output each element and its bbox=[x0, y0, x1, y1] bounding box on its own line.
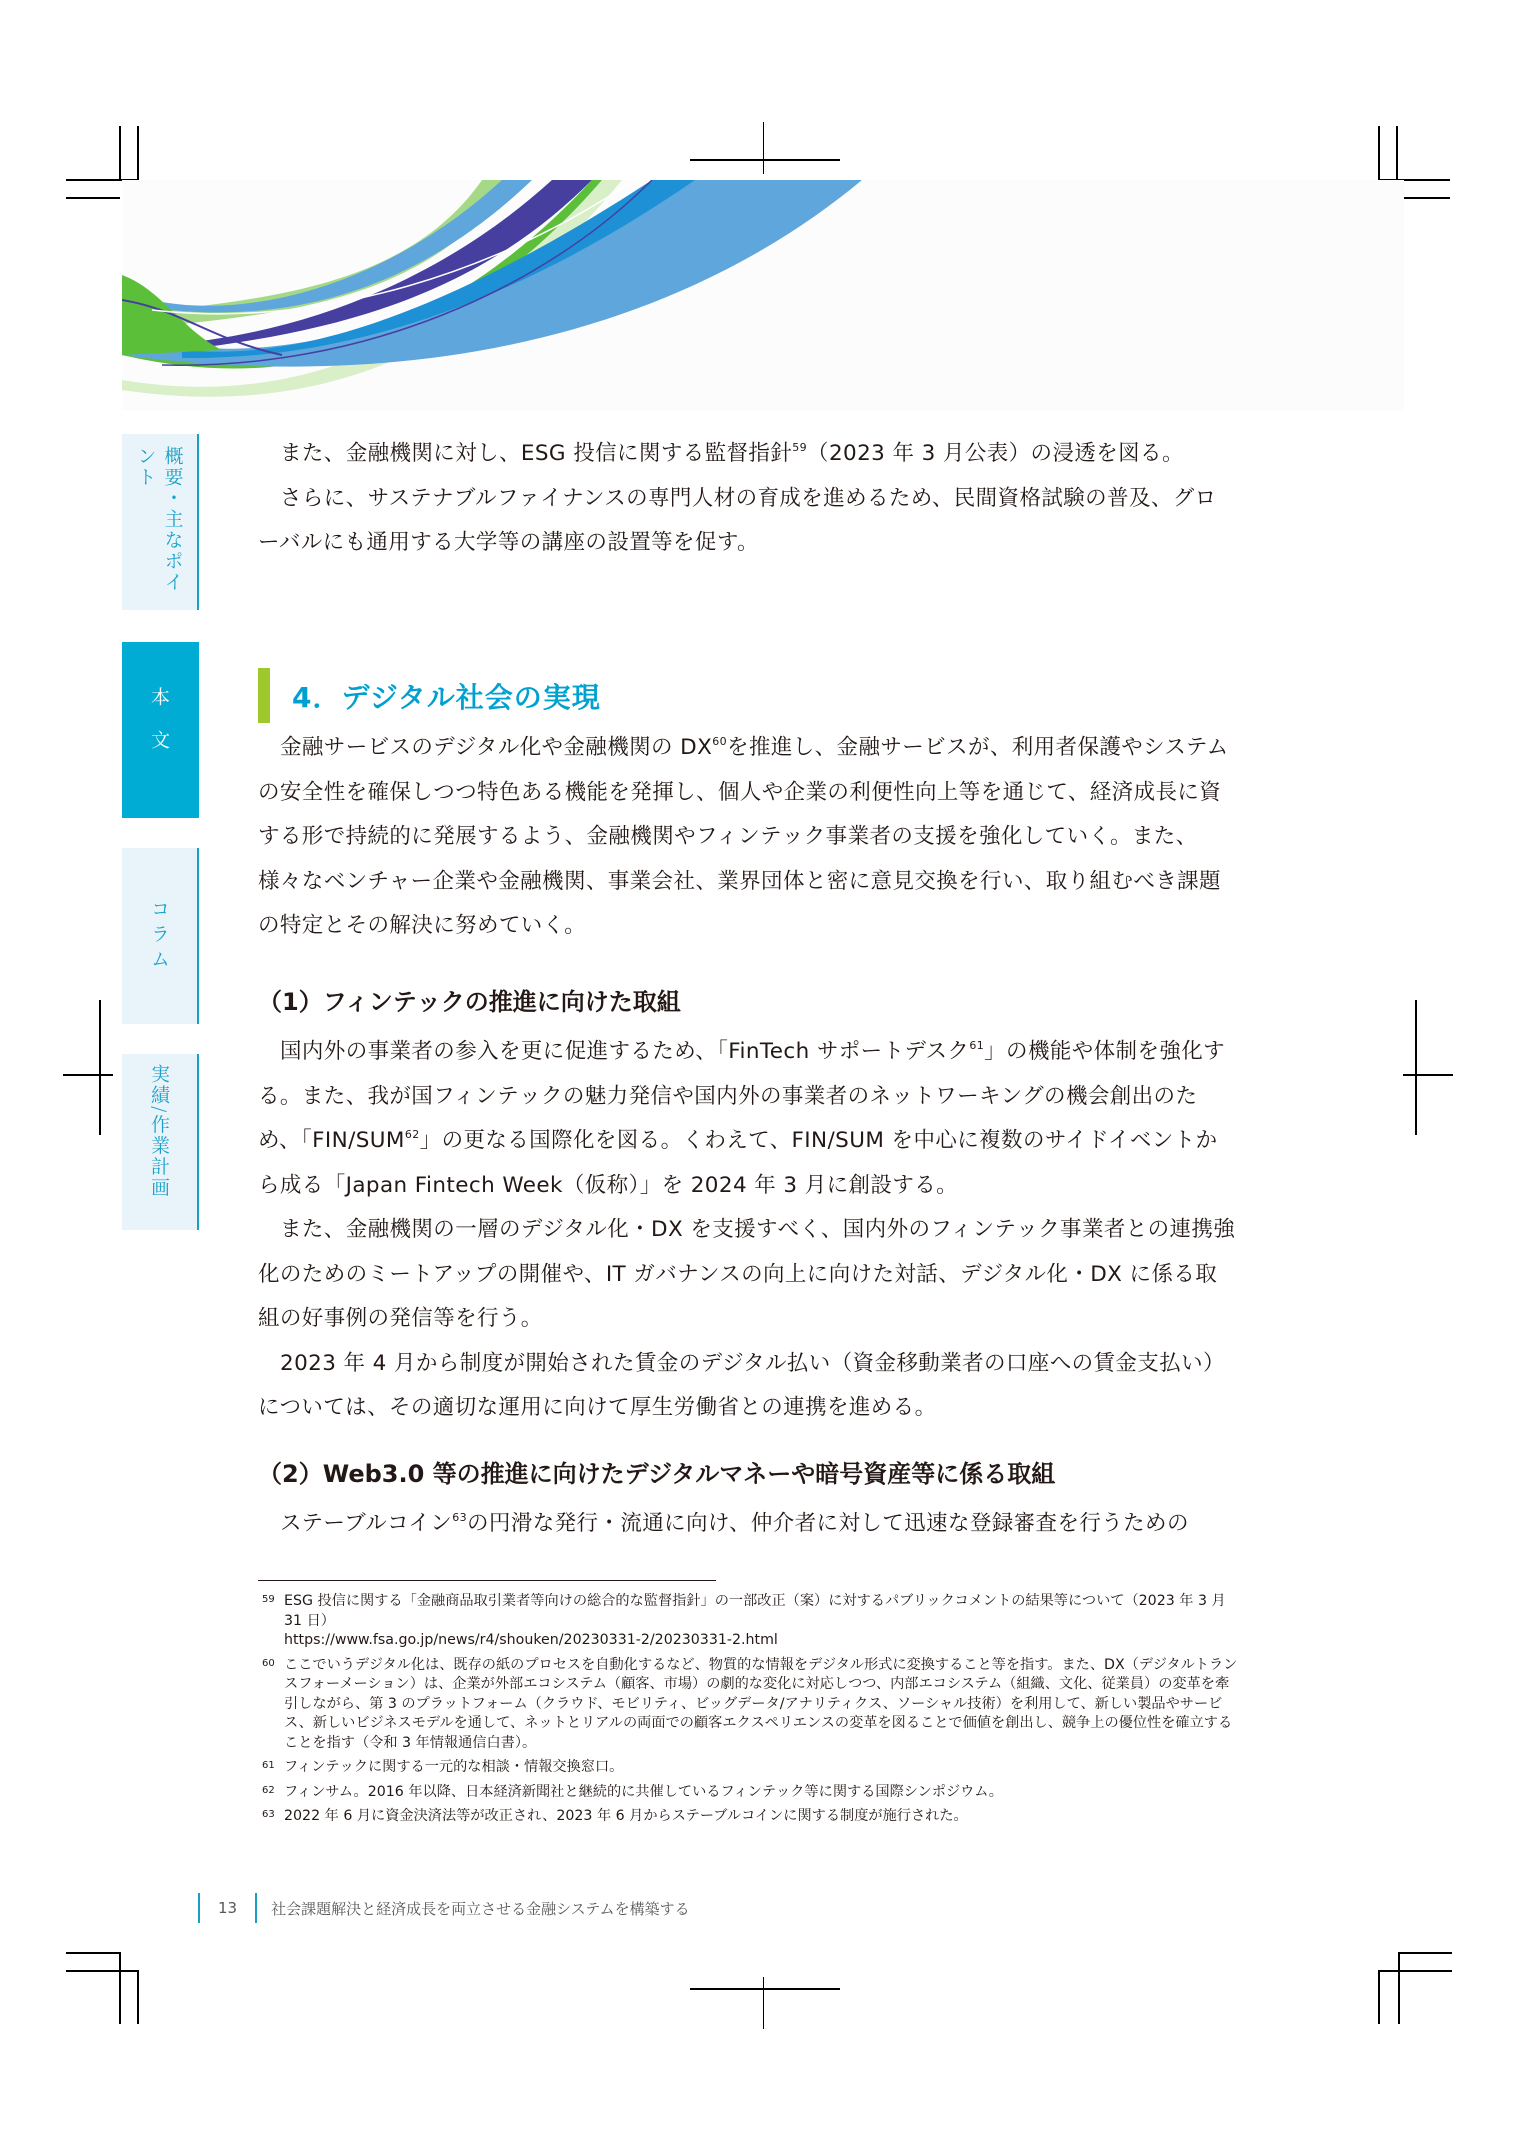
footnote-62: 62 フィンサム。2016 年以降、日本経済新聞社と継続的に共催しているフィンテック等に関する国際シンポジウム。 bbox=[262, 1783, 1242, 1803]
footnotes bbox=[262, 1592, 1242, 1832]
paragraph: ステーブルコイン$^{63}$の円滑な発行・流通に向け、仲介者に対して迅速な登録審査を行うための bbox=[280, 1511, 1189, 1536]
subsection-title: （2）Web3.0 等の推進に向けたデジタルマネーや暗号資産等に係る取組 bbox=[258, 1460, 1056, 1488]
footnote-number: 63 bbox=[262, 1809, 275, 1820]
section-title: 4．デジタル社会の実現 bbox=[292, 680, 601, 714]
crop-mark bbox=[119, 126, 121, 180]
crop-mark bbox=[690, 159, 840, 161]
intro-text bbox=[258, 432, 1238, 566]
footnote-ref[interactable]: 62 bbox=[404, 1128, 420, 1141]
footnote-61: 61 フィンテックに関する一元的な相談・情報交換窓口。 bbox=[262, 1758, 1242, 1778]
paragraph: 国内外の事業者の参入を更に促進するため、「FinTech サポートデスク$^{61}$」の機能や体制を強化する。また、我が国フィンテックの魅力発信や国内外の事業者のネットワーキングの機会創出のため、「FIN/SUM$^{62}$」の更なる国際化を図る。くわえて、FIN/SUM を中心に複数のサイドイベントから成る「Japan Fintech Week（仮称）」を 2024 年 3 月に創設する。 bbox=[258, 1039, 1226, 1198]
footnote-63: 63 2022 年 6 月に資金決済法等が改正され、2023 年 6 月からステーブルコインに関する制度が施行された。 bbox=[262, 1807, 1242, 1827]
sidebar-tab-results-plan[interactable] bbox=[122, 1054, 199, 1230]
footnote-divider bbox=[258, 1580, 716, 1581]
crop-mark bbox=[763, 1977, 764, 2029]
paragraph: また、金融機関に対し、ESG 投信に関する監督指針$^{59}$（2023 年 3 月公表）の浸透を図る。 bbox=[280, 441, 1184, 466]
paragraph: 2023 年 4 月から制度が開始された賃金のデジタル払い（資金移動業者の口座への賃金支払い）については、その適切な運用に向けて厚生労働省との連携を進める。 bbox=[258, 1350, 1225, 1420]
footnote-59: 59 ESG 投信に関する「金融商品取引業者等向けの総合的な監督指針」の一部改正（案）に対するパブリックコメントの結果等について（2023 年 3 月 31 日） https://www.fsa.go.jp/news/r4/shouken/20230331-2/20230331-2.html bbox=[262, 1592, 1242, 1651]
crop-mark bbox=[137, 1970, 139, 2024]
page-number: 13 bbox=[218, 1899, 238, 1917]
ribbon-wave-graphic bbox=[122, 180, 1404, 410]
crop-mark bbox=[66, 1952, 120, 1954]
footnote-ref[interactable]: 63 bbox=[452, 1511, 468, 1524]
footnote-number: 60 bbox=[262, 1657, 275, 1669]
sidebar-tab-overview[interactable] bbox=[122, 434, 199, 610]
footnote-ref[interactable]: 61 bbox=[969, 1039, 985, 1052]
section-heading bbox=[258, 668, 601, 723]
paragraph: また、金融機関の一層のデジタル化・DX を支援すべく、国内外のフィンテック事業者との連携強化のためのミートアップの開催や、IT ガバナンスの向上に向けた対話、デジタル化・DX に係る取組の好事例の発信等を行う。 bbox=[258, 1217, 1236, 1331]
page-footer bbox=[198, 1893, 690, 1923]
footnote-60: 60 ここでいうデジタル化は、既存の紙のプロセスを自動化するなど、物質的な情報をデジタル形式に変換すること等を指す。また、DX（デジタルトランスフォーメーション）は、企業が外部エコシステム（顧客、市場）の劇的な変化に対応しつつ、内部エコシステム（組織、文化、従業員）の変革を牽引しながら、第 3 のプラットフォーム（クラウド、モビリティ、ビッグデータ/アナリティクス、ソーシャル技術）を利用して、新しい製品やサービス、新しいビジネスモデルを通して、ネットとリアルの両面での顧客エクスペリエンスの変革を図ることで価値を創出し、競争上の優位性を確立することを指す（令和 3 年情報通信白書）。 bbox=[262, 1656, 1242, 1754]
crop-mark bbox=[1378, 1970, 1380, 2024]
sidebar-tab-main-text[interactable] bbox=[122, 642, 199, 818]
crop-mark bbox=[137, 126, 139, 180]
sidebar-tab-label: 本文 bbox=[148, 687, 170, 773]
footnote-number: 62 bbox=[262, 1784, 275, 1796]
crop-mark bbox=[99, 1000, 101, 1135]
crop-mark bbox=[1415, 1000, 1417, 1135]
paragraph: 金融サービスのデジタル化や金融機関の DX$^{60}$を推進し、金融サービスが、利用者保護やシステムの安全性を確保しつつ特色ある機能を発揮し、個人や企業の利便性向上等を通じて、経済成長に資する形で持続的に発展するよう、金融機関やフィンテック事業者の支援を強化していく。また、様々なベンチャー企業や金融機関、事業会社、業界団体と密に意見交換を行い、取り組むべき課題の特定とその解決に努めていく。 bbox=[258, 735, 1229, 938]
crop-mark bbox=[1378, 126, 1380, 180]
running-title: 社会課題解決と経済成長を両立させる金融システムを構築する bbox=[271, 1899, 690, 1918]
crop-mark bbox=[763, 122, 764, 174]
crop-mark bbox=[119, 1952, 121, 2024]
header-banner bbox=[122, 180, 1404, 410]
crop-mark bbox=[1403, 1074, 1453, 1076]
crop-mark bbox=[1396, 197, 1450, 199]
crop-mark bbox=[690, 1988, 840, 1990]
crop-mark bbox=[63, 1074, 113, 1076]
paragraph: さらに、サステナブルファイナンスの専門人材の育成を進めるため、民間資格試験の普及、グローバルにも通用する大学等の講座の設置等を促す。 bbox=[258, 485, 1217, 555]
subsection-title: （1）フィンテックの推進に向けた取組 bbox=[258, 988, 681, 1016]
subsection-1-text bbox=[258, 1030, 1238, 1431]
crop-mark bbox=[66, 1970, 138, 1972]
crop-mark bbox=[1378, 1970, 1452, 1972]
footnote-link[interactable]: https://www.fsa.go.jp/news/r4/shouken/20230331-2/20230331-2.html bbox=[284, 1632, 778, 1648]
crop-mark bbox=[1398, 1952, 1400, 2024]
sidebar-tab-label: コラム bbox=[148, 898, 170, 974]
heading-accent-bar bbox=[258, 668, 270, 723]
section-4-text bbox=[258, 726, 1238, 949]
footnote-ref[interactable]: 60 bbox=[712, 735, 728, 748]
footnote-number: 61 bbox=[262, 1760, 275, 1771]
crop-mark bbox=[66, 197, 120, 199]
sidebar-tab-label: 概要・主なポイント bbox=[134, 446, 184, 593]
footnote-ref[interactable]: 59 bbox=[792, 441, 808, 454]
sidebar-tab-label: 実績/作業計画 bbox=[148, 1064, 170, 1199]
crop-mark bbox=[1398, 1952, 1452, 1954]
footnote-number: 59 bbox=[262, 1594, 275, 1605]
subsection-2-text bbox=[258, 1502, 1238, 1547]
sidebar-tab-column[interactable] bbox=[122, 848, 199, 1024]
